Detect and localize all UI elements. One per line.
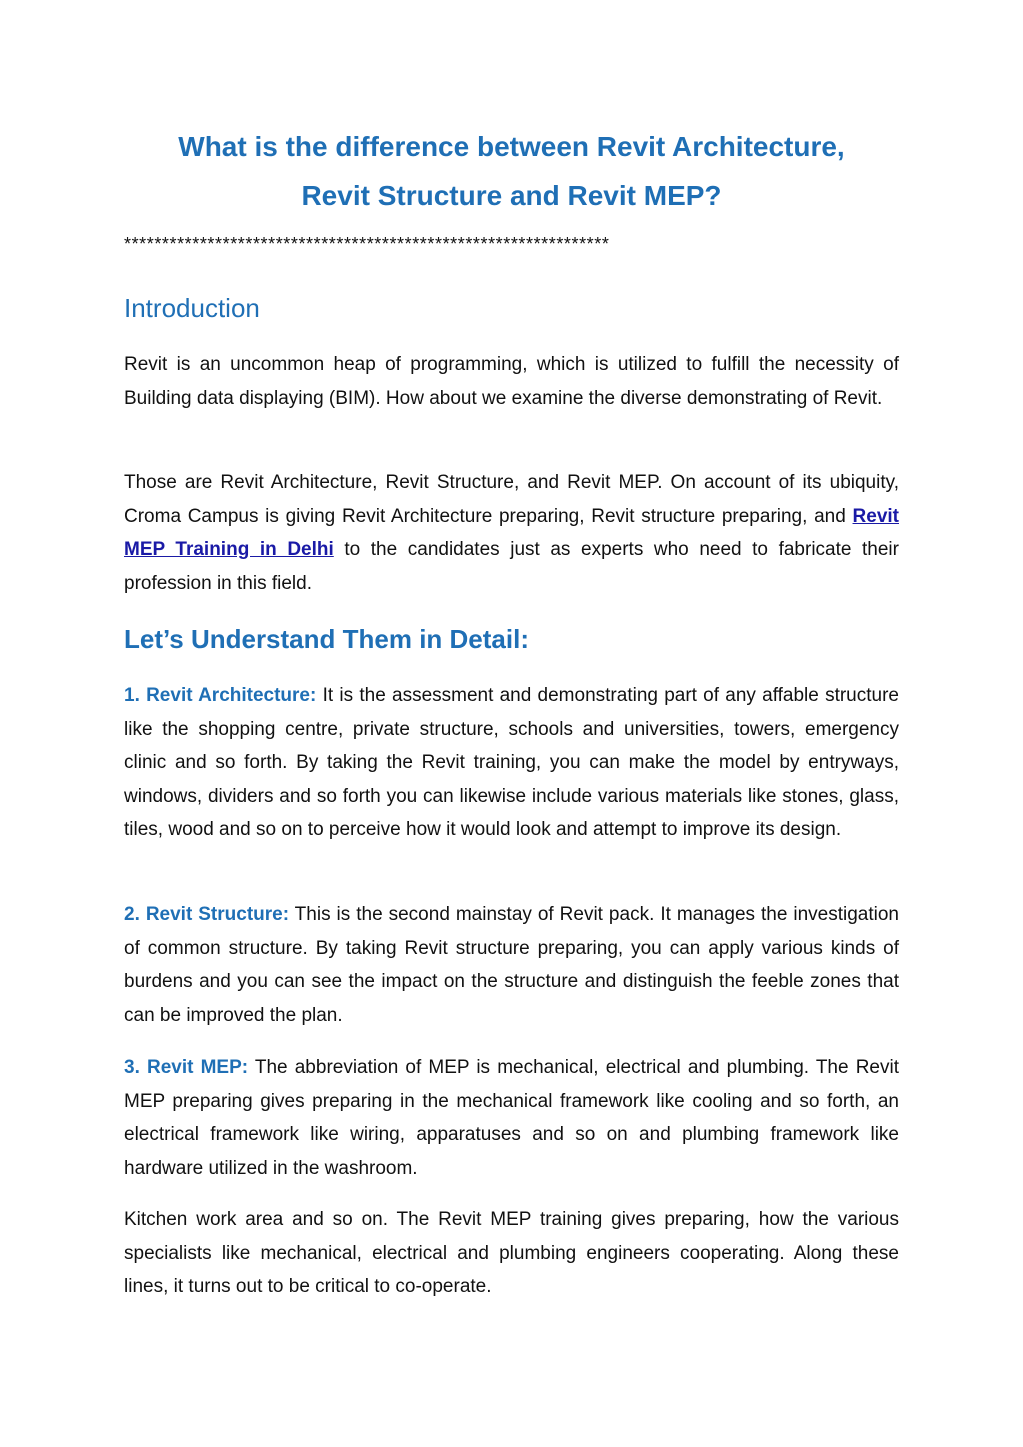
detail-item-text: The abbreviation of MEP is mechanical, electrical and plumbing. The Revit MEP preparing gives preparing in the mechanical framework like cooling and so forth, an electrical framework like wiring, apparatuses and so on and plumbing framework like hardware utilized in the washroom. <box>124 1057 899 1179</box>
detail-heading: Let’s Understand Them in Detail: <box>124 624 529 654</box>
revit-mep-training-link[interactable]: Revit MEP Training in Delhi <box>124 505 899 561</box>
intro-paragraph-1: Revit is an uncommon heap of programming, which is utilized to fulfill the necessity of Building data displaying (BIM). How about we examine the diverse demonstrating of Revit. <box>124 354 899 409</box>
detail-item-structure <box>124 898 899 1032</box>
detail-item-architecture <box>124 679 899 847</box>
detail-item-mep <box>124 1051 899 1185</box>
detail-item-text: This is the second mainstay of Revit pack. It manages the investigation of common structure. By taking Revit structure preparing, you can apply various kinds of burdens and you can see the impact on the structure and distinguish the feeble zones that can be improved the plan. <box>124 904 899 1026</box>
page-title <box>124 122 899 220</box>
title-line-1: What is the difference between Revit Architecture, <box>178 131 845 162</box>
intro-paragraph-2-start: Those are Revit Architecture, Revit Structure, and Revit MEP. On account of its ubiquity, Croma Campus is giving Revit Architecture preparing, Revit structure preparing, and <box>124 472 899 527</box>
star-separator: **************************************************************** <box>124 234 610 254</box>
detail-item-label: 3. Revit MEP: <box>124 1057 249 1078</box>
detail-item-label: 2. Revit Structure: <box>124 904 290 925</box>
title-line-2: Revit Structure and Revit MEP? <box>301 180 722 211</box>
intro-paragraph-2 <box>124 466 899 600</box>
introduction-heading: Introduction <box>124 293 260 323</box>
detail-item-label: 1. Revit Architecture: <box>124 685 317 706</box>
detail-item-text: It is the assessment and demonstrating part of any affable structure like the shopping centre, private structure, schools and universities, towers, emergency clinic and so forth. By taking the Revit training, you can make the model by entryways, windows, dividers and so forth you can likewise include various materials like stones, glass, tiles, wood and so on to perceive how it would look and attempt to improve its design. <box>124 685 899 841</box>
intro-paragraph-2-end: to the candidates just as experts who need to fabricate their profession in this field. <box>124 539 899 594</box>
closing-paragraph: Kitchen work area and so on. The Revit MEP training gives preparing, how the various specialists like mechanical, electrical and plumbing engineers cooperating. Along these lines, it turns out to be critical to co-operate. <box>124 1209 899 1298</box>
